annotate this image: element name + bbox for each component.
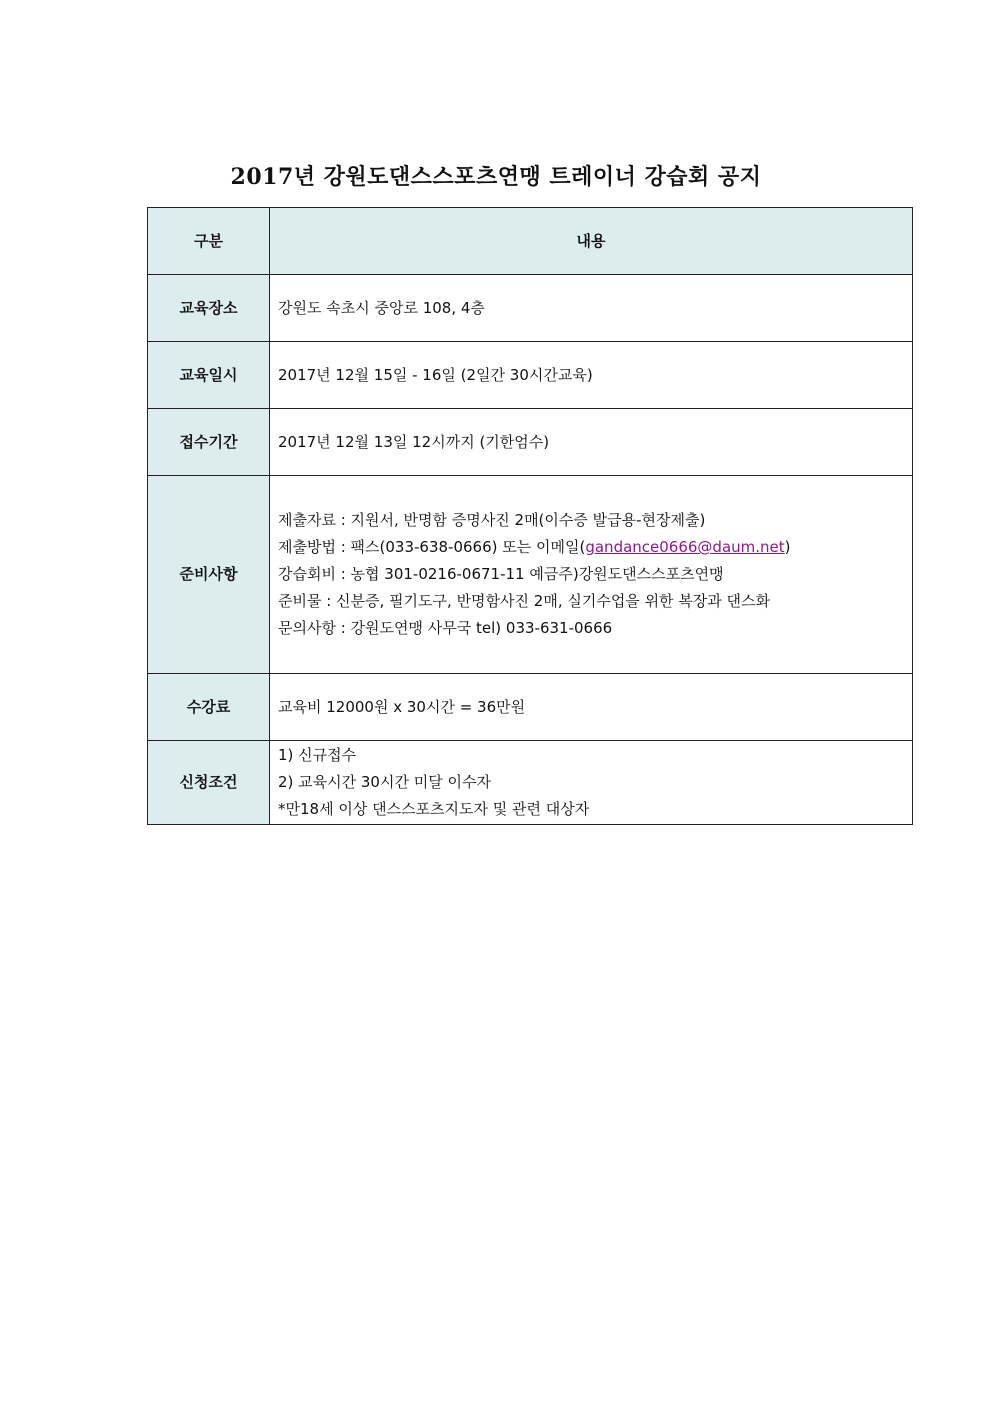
row-value-place: 강원도 속초시 중앙로 108, 4층 xyxy=(270,275,913,342)
condition-line-age: *만18세 이상 댄스스포츠지도자 및 관련 대상자 xyxy=(278,800,590,818)
table-header-row xyxy=(148,208,913,275)
table-row-prep xyxy=(148,476,913,674)
prep-line-documents: 제출자료 : 지원서, 반명함 증명사진 2매(이수증 발급용-현장제출) xyxy=(278,511,706,529)
header-content: 내용 xyxy=(270,208,913,275)
row-value-period: 2017년 12월 13일 12시까지 (기한엄수) xyxy=(270,409,913,476)
email-link[interactable]: gandance0666@daum.net xyxy=(585,538,785,556)
row-label-prep: 준비사항 xyxy=(148,476,270,674)
row-value-prep xyxy=(270,476,913,674)
row-value-date: 2017년 12월 15일 - 16일 (2일간 30시간교육) xyxy=(270,342,913,409)
row-label-fee: 수강료 xyxy=(148,674,270,741)
table-row-period xyxy=(148,409,913,476)
prep-line-fee-account: 강습회비 : 농협 301-0216-0671-11 예금주)강원도댄스스포츠연맹 xyxy=(278,565,724,583)
prep-method-text: 제출방법 : 팩스(033-638-0666) 또는 이메일( xyxy=(278,538,586,556)
table-row-place xyxy=(148,275,913,342)
table-row-date xyxy=(148,342,913,409)
table-row-fee xyxy=(148,674,913,741)
prep-line-contact: 문의사항 : 강원도연맹 사무국 tel) 033-631-0666 xyxy=(278,619,613,637)
condition-line-hours: 2) 교육시간 30시간 미달 이수자 xyxy=(278,773,491,791)
notice-title: 2017년 강원도댄스스포츠연맹 트레이너 강습회 공지 xyxy=(230,164,762,190)
prep-method-close: ) xyxy=(784,538,791,556)
header-category: 구분 xyxy=(148,208,270,275)
prep-line-method xyxy=(278,534,911,561)
row-label-condition: 신청조건 xyxy=(148,741,270,825)
condition-line-new: 1) 신규접수 xyxy=(278,746,357,764)
row-value-condition xyxy=(270,741,913,825)
row-label-place: 교육장소 xyxy=(148,275,270,342)
prep-line-items: 준비물 : 신분증, 필기도구, 반명함사진 2매, 실기수업을 위한 복장과 댄스화 xyxy=(278,592,771,610)
row-value-fee: 교육비 12000원 x 30시간 = 36만원 xyxy=(270,674,913,741)
row-label-period: 접수기간 xyxy=(148,409,270,476)
table-row-condition xyxy=(148,741,913,825)
row-label-date: 교육일시 xyxy=(148,342,270,409)
notice-table xyxy=(147,207,913,825)
